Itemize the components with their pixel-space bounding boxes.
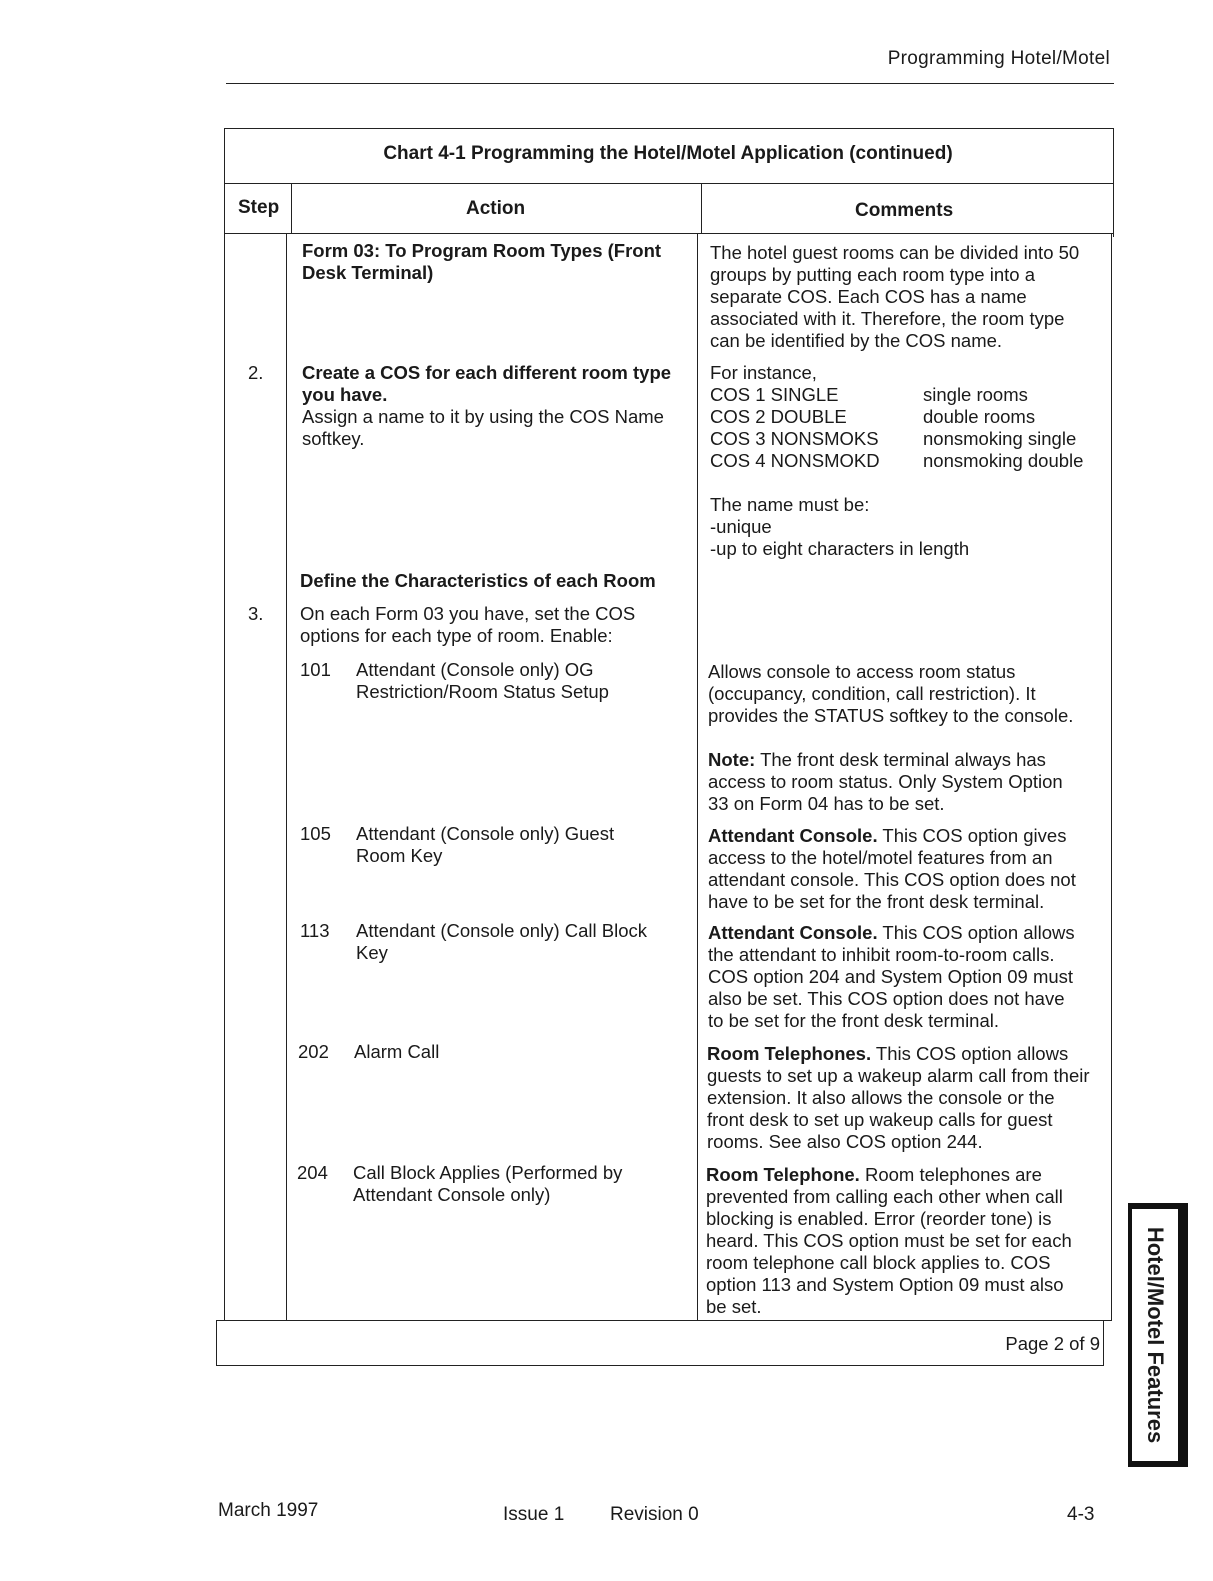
option-113-label-line2: Key (356, 942, 388, 963)
step-2-number: 2. (248, 362, 264, 383)
option-105-comment-text: This COS option gives (877, 825, 1067, 846)
cos-2-code: COS 2 DOUBLE (710, 406, 847, 427)
cos-2-desc: double rooms (923, 406, 1036, 427)
step-2-intro: For instance, (710, 362, 817, 383)
form03-heading-line1: Form 03: To Program Room Types (Front (302, 240, 662, 261)
option-113-code: 113 (300, 920, 330, 941)
option-202-label-line1: Alarm Call (354, 1041, 440, 1062)
option-204-comment-text: Room telephones are (859, 1164, 1042, 1185)
option-204-label-line1: Call Block Applies (Performed by (353, 1162, 623, 1183)
step-2-bold-line1: Create a COS for each different room type (302, 362, 672, 383)
cos-4-code: COS 4 NONSMOKD (710, 450, 880, 471)
action-comments-header-divider (701, 183, 702, 234)
table-right-border (1111, 233, 1112, 1321)
define-characteristics-heading: Define the Characteristics of each Room (300, 570, 656, 591)
option-101-comment-line2: (occupancy, condition, call restriction). It (708, 683, 1036, 704)
option-204-comment-line2: prevented from calling each other when call (706, 1186, 1063, 1207)
option-105-comment-line3: attendant console. This COS option does not (708, 869, 1076, 890)
option-101-comment-line1: Allows console to access room status (708, 661, 1016, 682)
column-header-step: Step (238, 197, 280, 218)
cos-1-code: COS 1 SINGLE (710, 384, 839, 405)
option-105-code: 105 (300, 823, 331, 844)
name-rules-line1: The name must be: (710, 494, 870, 515)
option-204-label-line2: Attendant Console only) (353, 1184, 551, 1205)
option-101-code: 101 (300, 659, 331, 680)
chart-title-divider (224, 183, 1113, 184)
option-204-comment-line1 (706, 1164, 1042, 1186)
option-202-lead: Room Telephones. (707, 1043, 872, 1064)
option-113-comment-text: This COS option allows (877, 922, 1075, 943)
form03-comment-line1: The hotel guest rooms can be divided into 50 (710, 242, 1080, 263)
header-rule (226, 83, 1114, 84)
step-3-text-line2: options for each type of room. Enable: (300, 625, 613, 646)
option-204-lead: Room Telephone. (706, 1164, 860, 1185)
option-113-comment-line1 (708, 922, 1075, 944)
option-204-comment-line4: heard. This COS option must be set for each (706, 1230, 1072, 1251)
option-105-label-line1: Attendant (Console only) Guest (356, 823, 615, 844)
option-113-comment-line2: the attendant to inhibit room-to-room calls. (708, 944, 1055, 965)
option-105-comment-line4: have to be set for the front desk terminal. (708, 891, 1045, 912)
option-202-code: 202 (298, 1041, 329, 1062)
name-rules-line3: -up to eight characters in length (710, 538, 970, 559)
option-204-comment-line3: blocking is enabled. Error (reorder tone) is (706, 1208, 1052, 1229)
option-113-comment-line4: also be set. This COS option does not have (708, 988, 1065, 1009)
side-tab-label: Hotel/Motel Features (1143, 1226, 1168, 1444)
footer-revision: Revision 0 (610, 1504, 699, 1525)
option-202-comment-line1 (707, 1043, 1068, 1065)
page-indicator: Page 2 of 9 (1005, 1333, 1100, 1354)
page-box-right (1103, 1320, 1104, 1365)
note-label: Note: (708, 749, 756, 770)
cos-4-desc: nonsmoking double (923, 450, 1084, 471)
option-204-code: 204 (297, 1162, 328, 1183)
comments-column-divider (697, 233, 698, 1321)
step-2-bold-line2: you have. (302, 384, 388, 405)
cos-1-desc: single rooms (923, 384, 1028, 405)
option-101-label-line2: Restriction/Room Status Setup (356, 681, 609, 702)
option-105-comment-line1 (708, 825, 1066, 847)
option-202-comment-text: This COS option allows (871, 1043, 1069, 1064)
footer-issue: Issue 1 (503, 1504, 565, 1525)
option-113-label-line1: Attendant (Console only) Call Block (356, 920, 648, 941)
option-204-comment-line6: option 113 and System Option 09 must also (706, 1274, 1064, 1295)
option-113-comment-line3: COS option 204 and System Option 09 must (708, 966, 1074, 987)
option-105-label-line2: Room Key (356, 845, 443, 866)
form03-comment-line2: groups by putting each room type into a (710, 264, 1035, 285)
table-left-border (224, 233, 225, 1321)
footer-date: March 1997 (218, 1500, 319, 1521)
option-105-comment-line2: access to the hotel/motel features from an (708, 847, 1053, 868)
form03-comment-line4: associated with it. Therefore, the room type (710, 308, 1065, 329)
step-3-text-line1: On each Form 03 you have, set the COS (300, 603, 636, 624)
form03-heading-line2: Desk Terminal) (302, 262, 434, 283)
page-box-bottom (216, 1365, 1104, 1366)
step-3-number: 3. (248, 603, 264, 624)
cos-3-desc: nonsmoking single (923, 428, 1077, 449)
note-text-line1: The front desk terminal always has (755, 749, 1046, 770)
option-202-comment-line3: extension. It also allows the console or the (707, 1087, 1055, 1108)
option-204-comment-line5: room telephone call block applies to. COS (706, 1252, 1051, 1273)
column-header-comments: Comments (855, 200, 954, 221)
chart-title: Chart 4-1 Programming the Hotel/Motel Application (continued) (383, 143, 953, 164)
column-header-divider (224, 233, 1113, 234)
page-box-left (216, 1320, 217, 1365)
footer-page-number: 4-3 (1067, 1504, 1095, 1525)
name-rules-line2: -unique (710, 516, 772, 537)
option-101-label-line1: Attendant (Console only) OG (356, 659, 594, 680)
step-action-header-divider (291, 183, 292, 234)
option-204-comment-line7: be set. (706, 1296, 762, 1317)
table-bottom-border (216, 1320, 1112, 1321)
option-101-note-line3: 33 on Form 04 has to be set. (708, 793, 945, 814)
step-2-text-line1: Assign a name to it by using the COS Name (302, 406, 664, 427)
option-202-comment-line2: guests to set up a wakeup alarm call from their (707, 1065, 1090, 1086)
option-202-comment-line5: rooms. See also COS option 244. (707, 1131, 983, 1152)
option-105-lead: Attendant Console. (708, 825, 878, 846)
option-113-comment-line5: to be set for the front desk terminal. (708, 1010, 1000, 1031)
step-column-divider (286, 233, 287, 1321)
step-2-text-line2: softkey. (302, 428, 365, 449)
form03-comment-line3: separate COS. Each COS has a name (710, 286, 1027, 307)
cos-3-code: COS 3 NONSMOKS (710, 428, 879, 449)
column-header-action: Action (466, 198, 526, 219)
option-101-comment-line3: provides the STATUS softkey to the console. (708, 705, 1074, 726)
option-101-note-line2: access to room status. Only System Option (708, 771, 1063, 792)
option-202-comment-line4: front desk to set up wakeup calls for guest (707, 1109, 1053, 1130)
page-header-title: Programming Hotel/Motel (887, 48, 1110, 69)
option-113-lead: Attendant Console. (708, 922, 878, 943)
form03-comment-line5: can be identified by the COS name. (710, 330, 1003, 351)
option-101-note-line1 (708, 749, 1046, 771)
